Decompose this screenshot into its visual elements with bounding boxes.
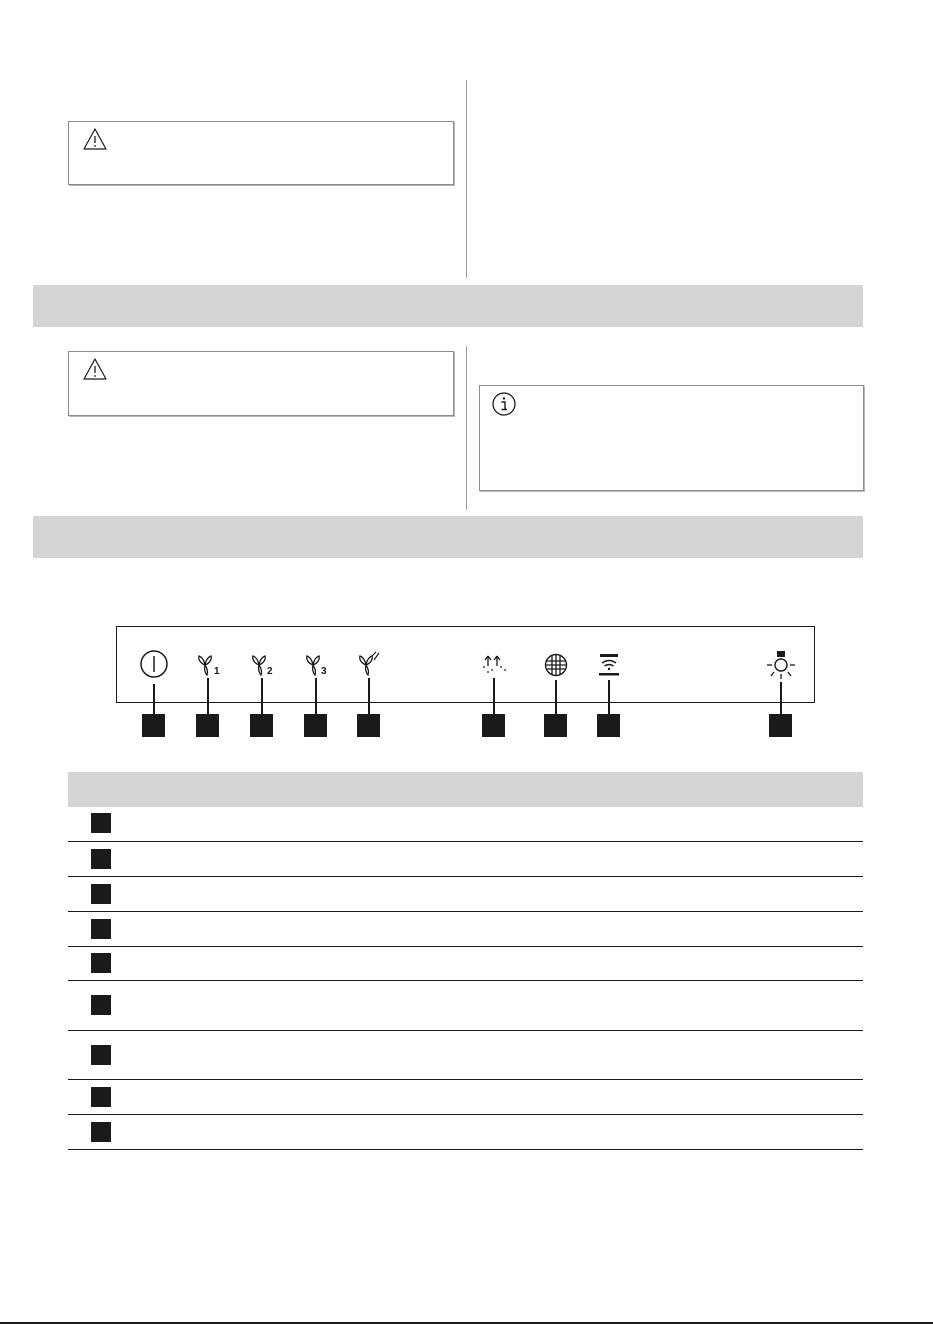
- svg-text:3: 3: [321, 666, 327, 677]
- table-row-separator: [68, 980, 863, 981]
- table-row-marker: [91, 813, 111, 833]
- column-divider-middle: [466, 346, 467, 510]
- table-row-separator: [68, 946, 863, 947]
- fan-speed-2-icon: [250, 653, 276, 677]
- callout-stem: [555, 680, 557, 714]
- callout-stem: [493, 678, 495, 714]
- warning-triangle-icon: [82, 127, 108, 151]
- table-row-marker: [91, 919, 111, 939]
- callout-stem: [368, 678, 370, 714]
- filter-grease-icon: [543, 652, 569, 678]
- table-row-marker: [91, 995, 111, 1015]
- table-row-separator: [68, 1114, 863, 1115]
- table-row-separator: [68, 1079, 863, 1080]
- table-row-marker: [91, 953, 111, 973]
- callout-stem: [207, 678, 209, 714]
- table-row-marker: [91, 1122, 111, 1142]
- table-row-separator: [68, 911, 863, 912]
- breeze-icon: [480, 652, 508, 676]
- callout-marker: [769, 714, 792, 737]
- section-header-band-2: [33, 516, 863, 558]
- info-icon: [491, 391, 517, 417]
- fan-speed-1-icon: [196, 653, 222, 677]
- hob-to-hood-icon: [597, 652, 621, 678]
- column-divider-top: [466, 80, 467, 278]
- table-row-marker: [91, 884, 111, 904]
- callout-marker: [597, 714, 620, 737]
- callout-marker: [357, 714, 380, 737]
- warning-triangle-icon: [82, 357, 108, 381]
- callout-stem: [780, 682, 782, 714]
- warning-box-middle: [68, 351, 454, 416]
- callout-stem: [261, 678, 263, 714]
- callout-marker: [482, 714, 505, 737]
- callout-stem: [315, 678, 317, 714]
- light-icon: [765, 650, 797, 680]
- callout-marker: [196, 714, 219, 737]
- warning-box-top: [68, 121, 454, 185]
- table-row-separator: [68, 841, 863, 842]
- callout-stem: [608, 680, 610, 714]
- callout-marker: [250, 714, 273, 737]
- table-row-marker: [91, 1087, 111, 1107]
- fan-speed-3-icon: [304, 653, 330, 677]
- callout-marker: [142, 714, 165, 737]
- table-header: [68, 772, 863, 807]
- svg-text:1: 1: [214, 666, 220, 677]
- table-row-marker: [91, 1045, 111, 1065]
- svg-text:2: 2: [267, 666, 273, 677]
- table-row-separator: [68, 1149, 863, 1150]
- power-icon: [139, 649, 169, 679]
- callout-marker: [304, 714, 327, 737]
- table-row-separator: [68, 1030, 863, 1031]
- callout-stem: [153, 684, 155, 714]
- table-row-marker: [91, 849, 111, 869]
- callout-marker: [544, 714, 567, 737]
- fan-boost-icon: [357, 651, 383, 677]
- section-header-band-1: [33, 285, 863, 327]
- table-row-separator: [68, 876, 863, 877]
- info-box: [479, 385, 864, 491]
